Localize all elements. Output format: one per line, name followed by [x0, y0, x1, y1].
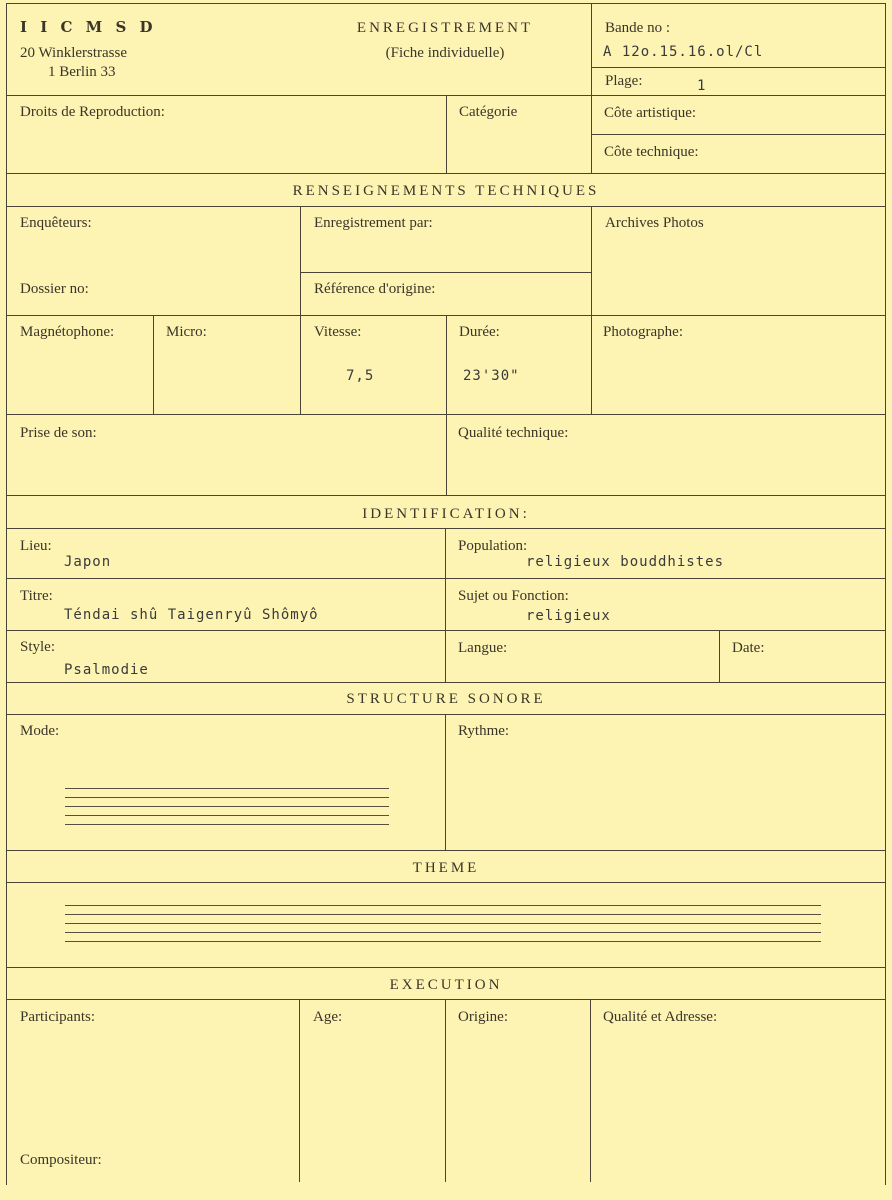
section-title-structure: STRUCTURE SONORE — [346, 691, 546, 707]
bande-value: A 12o.15.16.ol/Cl — [603, 44, 764, 60]
divider — [446, 95, 447, 173]
style-value: Psalmodie — [64, 662, 149, 678]
population-value: religieux bouddhistes — [526, 554, 725, 570]
frame-top — [6, 3, 886, 4]
address-city: 1 Berlin 33 — [48, 64, 116, 80]
micro-label: Micro: — [166, 324, 207, 340]
archives-photos-label: Archives Photos — [605, 215, 704, 231]
divider — [445, 714, 446, 850]
mode-label: Mode: — [20, 723, 60, 739]
lieu-value: Japon — [64, 554, 112, 570]
divider — [591, 67, 885, 68]
address-street: 20 Winklerstrasse — [20, 45, 128, 61]
plage-label: Plage: — [605, 73, 643, 89]
frame-left — [6, 3, 7, 1185]
reference-label: Référence d'origine: — [314, 281, 436, 297]
rythme-label: Rythme: — [458, 723, 510, 739]
duree-value: 23'30" — [463, 368, 520, 384]
divider — [6, 206, 886, 207]
categorie-label: Catégorie — [459, 104, 518, 120]
titre-label: Titre: — [20, 588, 53, 604]
divider — [445, 999, 446, 1182]
divider — [591, 134, 885, 135]
origine-label: Origine: — [458, 1009, 508, 1025]
qualite-adresse-label: Qualité et Adresse: — [603, 1009, 718, 1025]
divider — [590, 999, 591, 1182]
date-label: Date: — [732, 640, 765, 656]
compositeur-label: Compositeur: — [20, 1152, 102, 1168]
lieu-label: Lieu: — [20, 538, 52, 554]
divider — [591, 3, 592, 173]
divider — [445, 528, 446, 682]
divider — [6, 528, 886, 529]
divider — [300, 272, 591, 273]
divider — [6, 850, 886, 851]
duree-label: Durée: — [459, 324, 500, 340]
age-label: Age: — [313, 1009, 343, 1025]
section-title-theme: THEME — [412, 860, 480, 876]
frame-right — [885, 3, 886, 1185]
divider — [6, 714, 886, 715]
divider — [6, 578, 886, 579]
titre-value: Téndai shû Taigenryû Shômyô — [64, 607, 319, 623]
population-label: Population: — [458, 538, 528, 554]
bande-label: Bande no : — [605, 20, 670, 36]
section-title-technique: RENSEIGNEMENTS TECHNIQUES — [292, 183, 600, 199]
divider — [300, 206, 301, 414]
magnetophone-label: Magnétophone: — [20, 324, 115, 340]
sujet-label: Sujet ou Fonction: — [458, 588, 569, 604]
enregistrement-par-label: Enregistrement par: — [314, 215, 433, 231]
divider — [6, 999, 886, 1000]
divider — [6, 967, 886, 968]
section-title-execution: EXECUTION — [389, 977, 503, 993]
institute-logo: I I C M S D — [20, 18, 157, 36]
cote-technique-label: Côte technique: — [604, 144, 699, 160]
participants-label: Participants: — [20, 1009, 95, 1025]
form-title: ENREGISTREMENT — [356, 20, 534, 36]
divider — [446, 315, 447, 414]
vitesse-label: Vitesse: — [314, 324, 362, 340]
droits-label: Droits de Reproduction: — [20, 104, 165, 120]
vitesse-value: 7,5 — [346, 368, 375, 384]
style-label: Style: — [20, 639, 56, 655]
photographe-label: Photographe: — [603, 324, 683, 340]
section-title-identification: IDENTIFICATION: — [362, 506, 530, 522]
prise-de-son-label: Prise de son: — [20, 425, 97, 441]
divider — [719, 630, 720, 682]
sujet-value: religieux — [526, 608, 611, 624]
divider — [446, 414, 447, 495]
divider — [6, 173, 886, 174]
enqueteurs-label: Enquêteurs: — [20, 215, 92, 231]
divider — [6, 682, 886, 683]
plage-value: 1 — [697, 78, 707, 94]
form-subtitle: (Fiche individuelle) — [385, 45, 505, 61]
langue-label: Langue: — [458, 640, 508, 656]
divider — [6, 630, 886, 631]
divider — [591, 206, 592, 414]
divider — [153, 315, 154, 414]
cote-artistique-label: Côte artistique: — [604, 105, 697, 121]
divider — [299, 999, 300, 1182]
divider — [6, 882, 886, 883]
qualite-technique-label: Qualité technique: — [458, 425, 569, 441]
dossier-label: Dossier no: — [20, 281, 89, 297]
divider — [6, 495, 886, 496]
